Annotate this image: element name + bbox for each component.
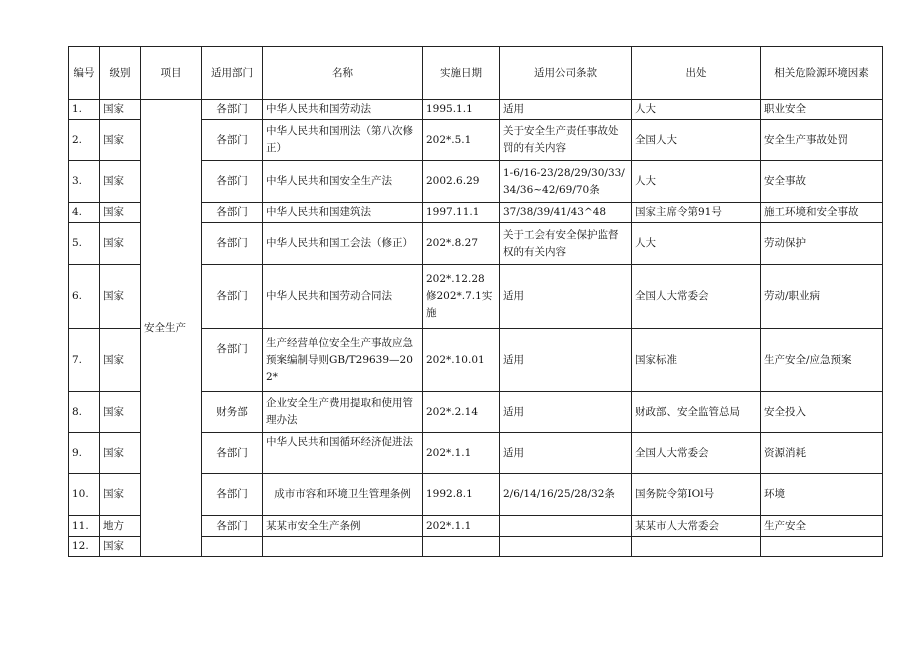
cell-clause: 适用 <box>500 329 632 392</box>
cell-level: 国家 <box>100 433 141 474</box>
cell-level: 国家 <box>100 120 141 161</box>
table-row <box>69 100 883 120</box>
cell-source: 人大 <box>632 223 761 265</box>
cell-dept: 各部门 <box>202 265 263 329</box>
cell-date <box>423 265 500 329</box>
cell-date: 202*.10.01 <box>423 329 500 392</box>
cell-source <box>632 537 761 557</box>
header-row <box>69 47 883 100</box>
cell-no: 6. <box>69 265 100 329</box>
cell-source: 全国人大常委会 <box>632 433 761 474</box>
header-hazard: 相关危险源环境因素 <box>761 47 883 100</box>
cell-level: 国家 <box>100 537 141 557</box>
cell-source: 某某市人大常委会 <box>632 516 761 537</box>
cell-dept: 各部门 <box>202 100 263 120</box>
header-name: 名称 <box>263 47 423 100</box>
cell-level: 国家 <box>100 161 141 203</box>
header-level: 级别 <box>100 47 141 100</box>
cell-hazard: 职业安全 <box>761 100 883 120</box>
cell-level: 国家 <box>100 329 141 392</box>
cell-clause: 适用 <box>500 100 632 120</box>
cell-hazard: 劳动保护 <box>761 223 883 265</box>
cell-date <box>423 537 500 557</box>
cell-source: 全国人大常委会 <box>632 265 761 329</box>
cell-hazard <box>761 537 883 557</box>
cell-no: 9. <box>69 433 100 474</box>
cell-date: 202*.5.1 <box>423 120 500 161</box>
cell-level: 国家 <box>100 100 141 120</box>
cell-clause <box>500 537 632 557</box>
cell-source: 国务院令第IOl号 <box>632 474 761 516</box>
cell-source: 财政部、安全监管总局 <box>632 392 761 433</box>
cell-name: 中华人民共和国劳动法 <box>263 100 423 120</box>
cell-hazard: 安全事故 <box>761 161 883 203</box>
cell-no: 4. <box>69 203 100 223</box>
cell-level: 国家 <box>100 223 141 265</box>
date-primary: 202*.12.28 <box>426 273 485 285</box>
cell-clause: 适用 <box>500 265 632 329</box>
cell-no: 11. <box>69 516 100 537</box>
cell-hazard: 生产安全/应急预案 <box>761 329 883 392</box>
header-date: 实施日期 <box>423 47 500 100</box>
cell-dept: 各部门 <box>202 120 263 161</box>
cell-dept: 各部门 <box>202 161 263 203</box>
cell-source: 人大 <box>632 100 761 120</box>
cell-no: 8. <box>69 392 100 433</box>
header-no: 编号 <box>69 47 100 100</box>
cell-hazard: 生产安全 <box>761 516 883 537</box>
cell-date: 202*.8.27 <box>423 223 500 265</box>
cell-source: 国家主席令第91号 <box>632 203 761 223</box>
cell-date: 2002.6.29 <box>423 161 500 203</box>
cell-hazard: 资源消耗 <box>761 433 883 474</box>
cell-level: 国家 <box>100 203 141 223</box>
cell-dept: 各部门 <box>202 329 263 392</box>
cell-clause: 37/38/39/41/43^48 <box>500 203 632 223</box>
header-project: 项目 <box>141 47 202 100</box>
cell-hazard: 环境 <box>761 474 883 516</box>
cell-name <box>263 537 423 557</box>
cell-hazard: 施工环境和安全事故 <box>761 203 883 223</box>
regulations-table <box>68 46 883 557</box>
cell-name: 成市市容和环境卫生管理条例 <box>263 474 423 516</box>
cell-level: 国家 <box>100 474 141 516</box>
cell-name: 中华人民共和国建筑法 <box>263 203 423 223</box>
cell-name: 中华人民共和国工会法（修正） <box>263 223 423 265</box>
cell-source: 全国人大 <box>632 120 761 161</box>
cell-name: 中华人民共和国安全生产法 <box>263 161 423 203</box>
cell-clause: 适用 <box>500 433 632 474</box>
header-clause: 适用公司条款 <box>500 47 632 100</box>
cell-no: 5. <box>69 223 100 265</box>
cell-name: 中华人民共和国劳动合同法 <box>263 265 423 329</box>
cell-project: 安全生产 <box>141 100 202 557</box>
cell-name: 企业安全生产费用提取和使用管理办法 <box>263 392 423 433</box>
cell-name: 生产经营单位安全生产事故应急预案编制导则GB/T29639—202* <box>263 329 423 392</box>
header-source: 出处 <box>632 47 761 100</box>
cell-no: 12. <box>69 537 100 557</box>
cell-no: 1. <box>69 100 100 120</box>
header-dept: 适用部门 <box>202 47 263 100</box>
cell-no: 3. <box>69 161 100 203</box>
cell-hazard: 安全投入 <box>761 392 883 433</box>
cell-clause: 适用 <box>500 392 632 433</box>
cell-date: 1995.1.1 <box>423 100 500 120</box>
cell-date: 202*.1.1 <box>423 516 500 537</box>
cell-dept: 财务部 <box>202 392 263 433</box>
date-revision: 修202*.7.1实施 <box>426 290 493 319</box>
cell-name: 中华人民共和国刑法（第八次修正） <box>263 120 423 161</box>
cell-date: 202*.1.1 <box>423 433 500 474</box>
cell-clause: 1-6/16-23/28/29/30/33/34/36~42/69/70条 <box>500 161 632 203</box>
cell-dept: 各部门 <box>202 223 263 265</box>
cell-date: 1997.11.1 <box>423 203 500 223</box>
cell-level: 国家 <box>100 265 141 329</box>
cell-clause: 2/6/14/16/25/28/32条 <box>500 474 632 516</box>
cell-clause <box>500 516 632 537</box>
cell-dept <box>202 537 263 557</box>
cell-dept: 各部门 <box>202 203 263 223</box>
cell-level: 国家 <box>100 392 141 433</box>
cell-clause: 关于安全生产责任事故处罚的有关内容 <box>500 120 632 161</box>
cell-name: 某某市安全生产条例 <box>263 516 423 537</box>
cell-source: 国家标准 <box>632 329 761 392</box>
cell-no: 2. <box>69 120 100 161</box>
cell-date: 1992.8.1 <box>423 474 500 516</box>
cell-source: 人大 <box>632 161 761 203</box>
cell-name: 中华人民共和国循环经济促进法 <box>263 433 423 474</box>
cell-no: 10. <box>69 474 100 516</box>
cell-dept: 各部门 <box>202 433 263 474</box>
cell-dept: 各部门 <box>202 474 263 516</box>
cell-clause: 关于工会有安全保护监督权的有关内容 <box>500 223 632 265</box>
cell-hazard: 劳动/职业病 <box>761 265 883 329</box>
cell-no: 7. <box>69 329 100 392</box>
cell-date: 202*.2.14 <box>423 392 500 433</box>
cell-level: 地方 <box>100 516 141 537</box>
cell-hazard: 安全生产事故处罚 <box>761 120 883 161</box>
cell-dept: 各部门 <box>202 516 263 537</box>
